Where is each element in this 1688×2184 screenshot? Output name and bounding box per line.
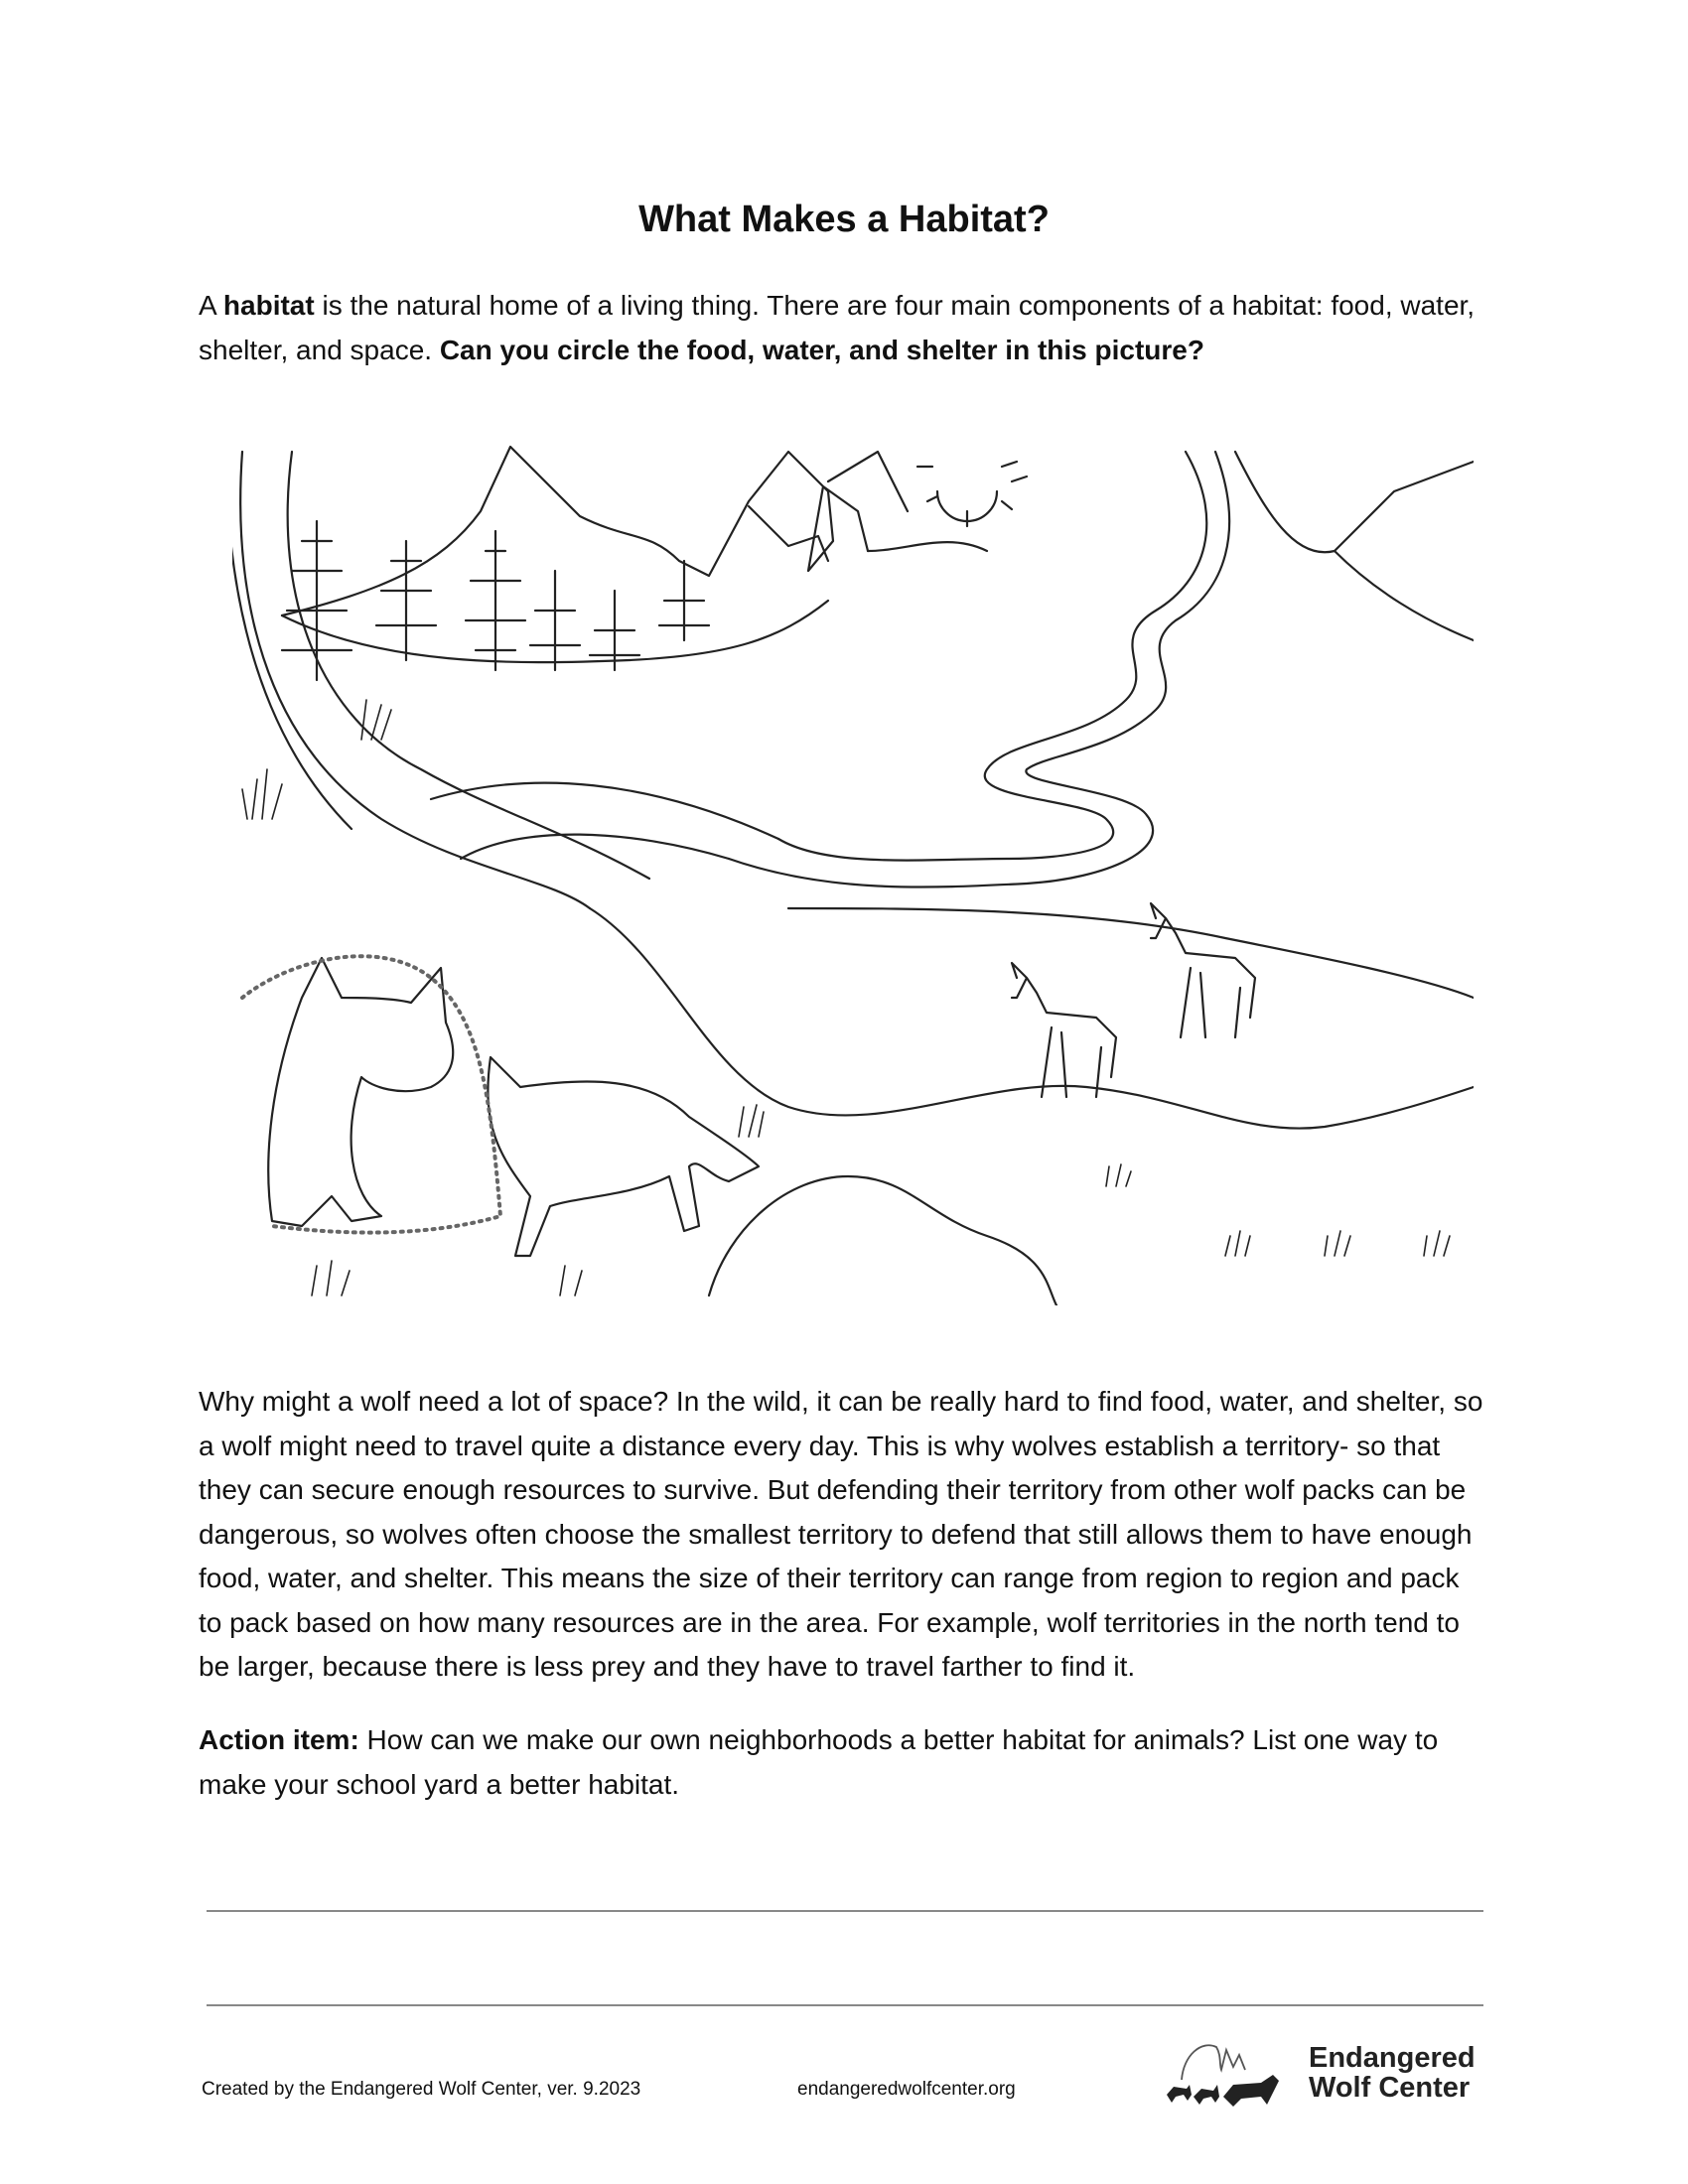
sun-rays xyxy=(917,462,1027,526)
river-bank xyxy=(461,835,729,859)
footer-credit: Created by the Endangered Wolf Center, ver. 9.2023 xyxy=(202,2079,641,2100)
habitat-term: habitat xyxy=(222,290,315,321)
wolves xyxy=(268,958,759,1256)
body-paragraph: Why might a wolf need a lot of space? In the wild, it can be really hard to find food, water, and shelter, so a wolf might need to travel quite a distance every day. This is why wolves establish a territory- so that they can secure enough resources to survive. But defending their territory from other wolf packs can be dangerous, so wolves often choose the smallest territory to defend that still allows them to have enough food, water, and shelter. This means the size of their territory can range from region to region and pack to pack based on how many resources are in the area. For example, wolf territories in the north tend to be larger, because there is less prey and they have to travel farther to find it. xyxy=(199,1386,1483,1682)
action-item-text: How can we make our own neighborhoods a better habitat for animals? List one way to make your school yard a better habitat. xyxy=(199,1724,1439,1800)
logo-line-1: Endangered xyxy=(1309,2042,1476,2074)
answer-line-2[interactable] xyxy=(207,2004,1483,2006)
endangered-wolf-center-logo xyxy=(1162,2035,1489,2110)
meadow-edge xyxy=(788,908,1474,998)
intro-paragraph xyxy=(199,283,1489,372)
tree-trunk-line xyxy=(240,452,590,908)
logo-text xyxy=(1309,2043,1476,2103)
mountain-ridge xyxy=(868,542,987,551)
mountain-ridge xyxy=(828,452,908,511)
answer-line-1[interactable] xyxy=(207,1910,1483,1912)
wolf-logo-icon xyxy=(1162,2035,1301,2110)
river-bank xyxy=(729,452,1229,887)
intro-text-rest: is the natural home of a living thing. There are four main components of a habitat: food, water, shelter, and space. xyxy=(199,290,1476,365)
page-title: What Makes a Habitat? xyxy=(638,199,1050,240)
footer-website: endangeredwolfcenter.org xyxy=(797,2079,1016,2100)
action-item-label: Action item: xyxy=(199,1724,359,1755)
intro-text-start: A xyxy=(199,290,223,321)
mountain-ridge xyxy=(749,506,828,561)
mountain-ridge xyxy=(282,447,868,615)
river-bank xyxy=(431,783,778,839)
grass-tufts xyxy=(242,700,1450,1296)
mountain-ridge xyxy=(1235,452,1474,552)
rock-outcrop xyxy=(709,1176,1056,1305)
intro-question: Can you circle the food, water, and shelter in this picture? xyxy=(439,335,1204,365)
tree-trunk-line xyxy=(288,452,649,879)
deer xyxy=(1012,903,1255,1097)
habitat-illustration xyxy=(232,442,1474,1305)
action-item xyxy=(199,1717,1489,1807)
mountain-ridge xyxy=(1335,551,1474,640)
river-bank xyxy=(778,452,1206,861)
pine-trees xyxy=(282,521,709,680)
meadow-edge xyxy=(590,908,1474,1129)
logo-line-2: Wolf Center xyxy=(1309,2072,1471,2104)
